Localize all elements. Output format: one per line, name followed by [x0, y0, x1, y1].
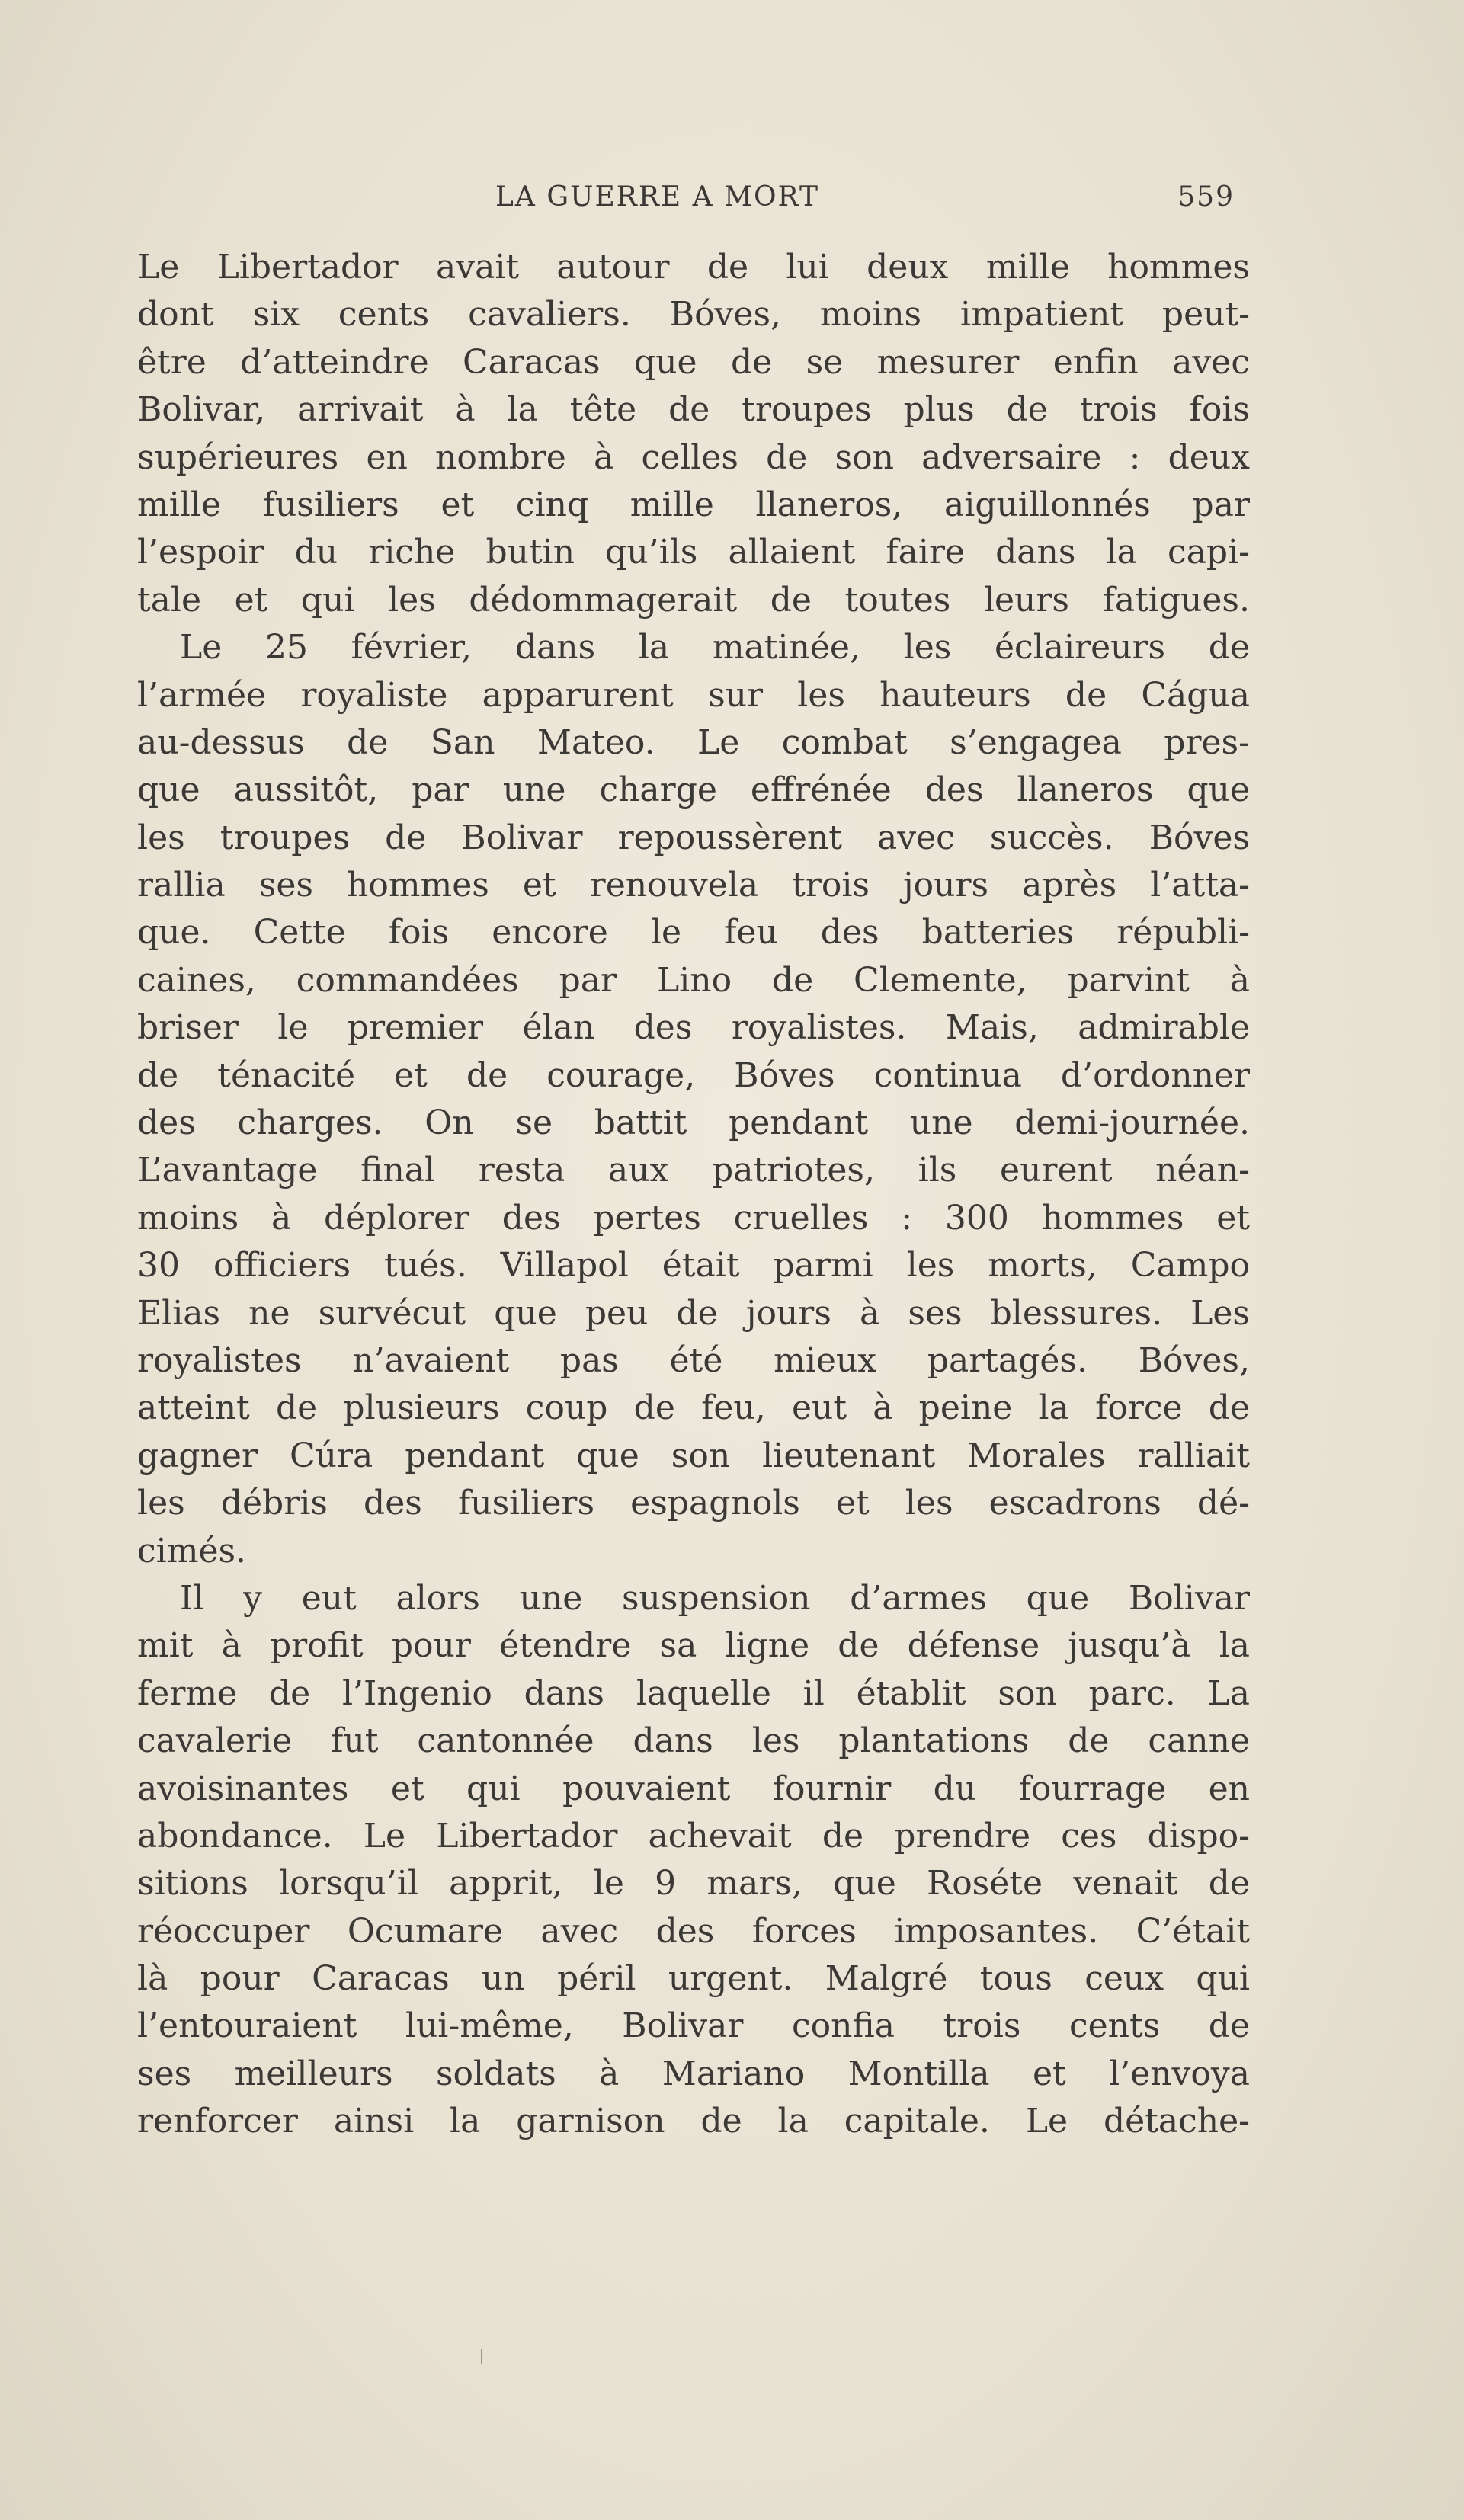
- text-line: Elias ne survécut que peu de jours à ses blessures. Les: [137, 1293, 1250, 1333]
- text-line: royalistes n’avaient pas été mieux partagés. Bóves,: [137, 1340, 1250, 1380]
- body-text: [137, 244, 1250, 2146]
- text-line: l’entouraient lui-même, Bolivar confia trois cents de: [137, 2006, 1250, 2046]
- text-line: rallia ses hommes et renouvela trois jours après l’atta-: [137, 866, 1250, 905]
- page-number: 559: [1177, 181, 1235, 213]
- text-line: avoisinantes et qui pouvaient fournir du fourrage en: [137, 1769, 1250, 1808]
- text-line: renforcer ainsi la garnison de la capitale. Le détache-: [137, 2102, 1250, 2141]
- text-line: que. Cette fois encore le feu des batteries républi-: [137, 913, 1250, 953]
- text-line: être d’atteindre Caracas que de se mesurer enfin avec: [137, 342, 1250, 382]
- text-line: Le Libertador avait autour de lui deux mille hommes: [137, 248, 1250, 287]
- text-line: ses meilleurs soldats à Mariano Montilla et l’envoya: [137, 2054, 1250, 2093]
- text-line: l’espoir du riche butin qu’ils allaient faire dans la capi-: [137, 533, 1250, 572]
- text-line: sitions lorsqu’il apprit, le 9 mars, que Roséte venait de: [137, 1864, 1250, 1904]
- text-line: Le 25 février, dans la matinée, les éclaireurs de: [180, 628, 1250, 668]
- text-line: des charges. On se battit pendant une demi-journée.: [137, 1103, 1250, 1143]
- text-line: gagner Cúra pendant que son lieutenant Morales ralliait: [137, 1436, 1250, 1475]
- text-line: l’armée royaliste apparurent sur les hauteurs de Cágua: [137, 675, 1250, 715]
- text-line: L’avantage final resta aux patriotes, ils eurent néan-: [137, 1151, 1250, 1190]
- text-line: réoccuper Ocumare avec des forces imposantes. C’était: [137, 1911, 1250, 1951]
- text-line: au-dessus de San Mateo. Le combat s’engagea pres-: [137, 722, 1250, 762]
- margin-mark: [481, 2349, 482, 2364]
- text-line: que aussitôt, par une charge effrénée des llaneros que: [137, 770, 1250, 810]
- text-line: briser le premier élan des royalistes. Mais, admirable: [137, 1008, 1250, 1048]
- running-title: LA GUERRE A MORT: [495, 181, 819, 213]
- text-line: cavalerie fut cantonnée dans les plantations de canne: [137, 1721, 1250, 1761]
- text-line: mit à profit pour étendre sa ligne de défense jusqu’à la: [137, 1626, 1250, 1666]
- text-line: dont six cents cavaliers. Bóves, moins impatient peut-: [137, 295, 1250, 335]
- text-line: moins à déplorer des pertes cruelles : 300 hommes et: [137, 1198, 1250, 1238]
- text-line: caines, commandées par Lino de Clemente, parvint à: [137, 960, 1250, 1000]
- text-line: mille fusiliers et cinq mille llaneros, aiguillonnés par: [137, 485, 1250, 524]
- text-line: atteint de plusieurs coup de feu, eut à peine la force de: [137, 1388, 1250, 1428]
- text-line: de ténacité et de courage, Bóves continua d’ordonner: [137, 1055, 1250, 1095]
- text-line: les troupes de Bolivar repoussèrent avec succès. Bóves: [137, 818, 1250, 857]
- text-line: cimés.: [137, 1531, 247, 1571]
- page-header: [137, 181, 1235, 219]
- text-line: 30 officiers tués. Villapol était parmi les morts, Campo: [137, 1246, 1250, 1286]
- text-line: abondance. Le Libertador achevait de prendre ces dispo-: [137, 1816, 1250, 1856]
- text-line: Il y eut alors une suspension d’armes que Bolivar: [180, 1578, 1250, 1618]
- text-line: là pour Caracas un péril urgent. Malgré tous ceux qui: [137, 1959, 1250, 1999]
- text-line: les débris des fusiliers espagnols et les escadrons dé-: [137, 1484, 1250, 1523]
- text-line: tale et qui les dédommagerait de toutes leurs fatigues.: [137, 580, 1250, 620]
- text-line: Bolivar, arrivait à la tête de troupes plus de trois fois: [137, 390, 1250, 430]
- text-line: ferme de l’Ingenio dans laquelle il établit son parc. La: [137, 1673, 1250, 1713]
- text-line: supérieures en nombre à celles de son adversaire : deux: [137, 437, 1250, 477]
